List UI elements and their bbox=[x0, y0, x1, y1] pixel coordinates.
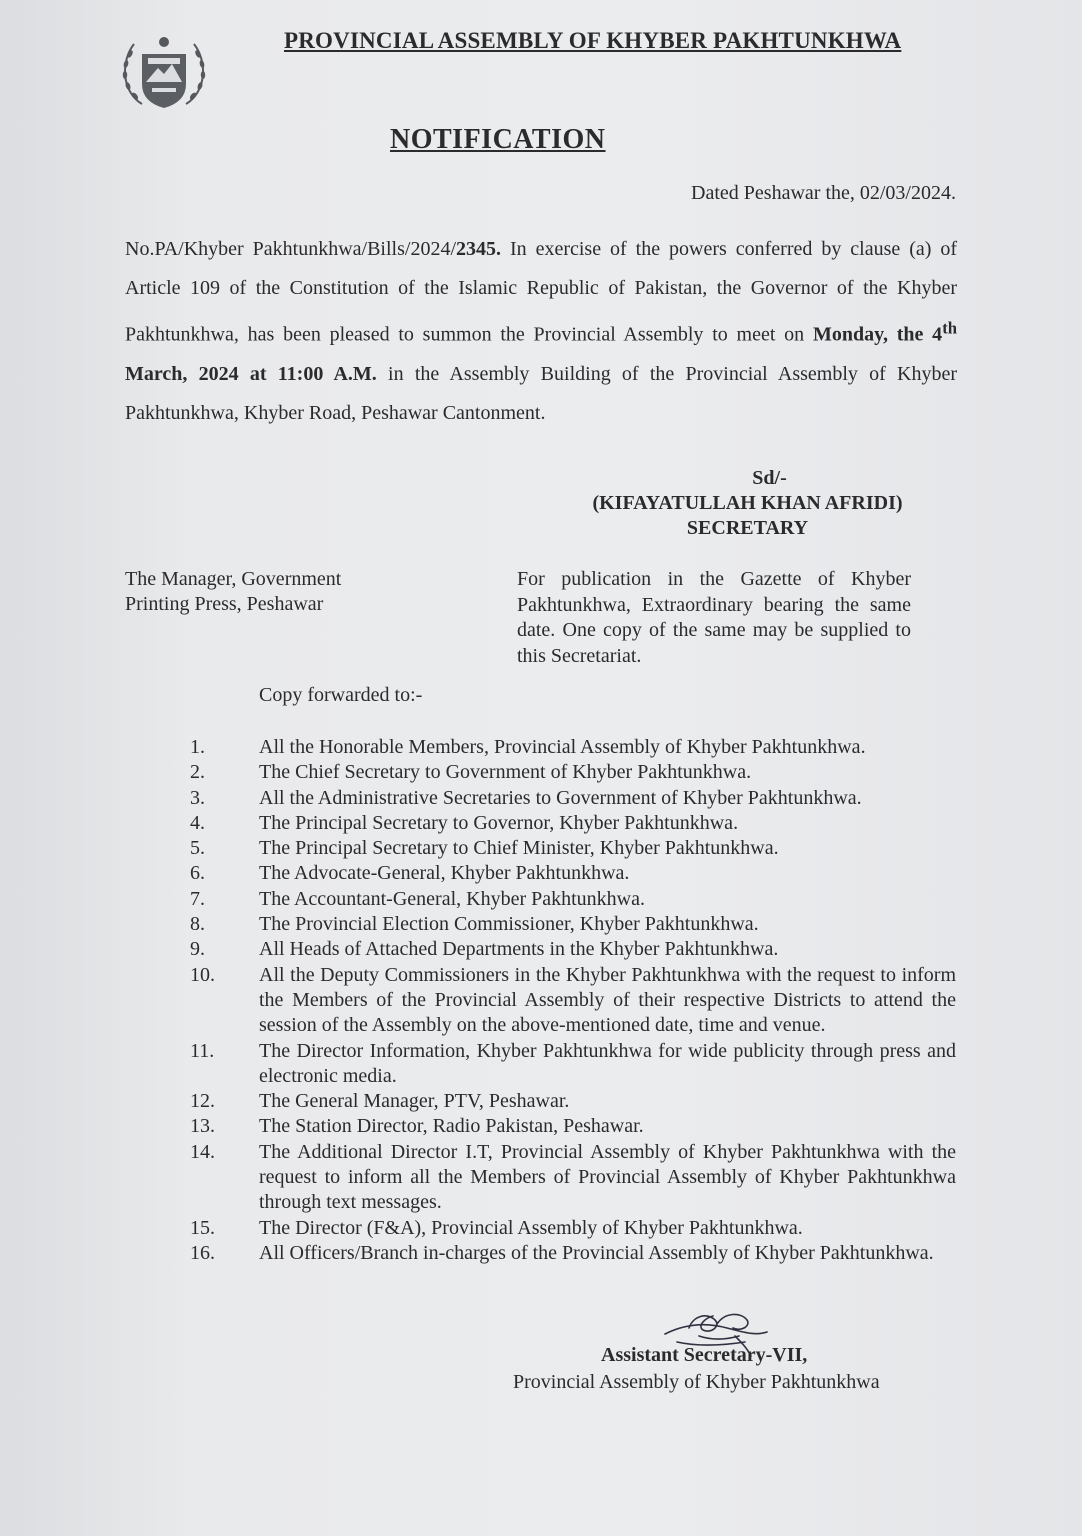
copy-list-item-text: All the Deputy Commissioners in the Khyber Pakhtunkhwa with the request to inform the Members of the Provincial Assembly of their respective Districts to attend the session of the Assembly on the above-mentioned date, time and venue. bbox=[259, 963, 956, 1037]
copy-list-item-text: All the Honorable Members, Provincial Assembly of Khyber Pakhtunkhwa. bbox=[259, 736, 866, 758]
copy-list-item-number: 11. bbox=[190, 1039, 215, 1062]
copy-list-item-text: The Advocate-General, Khyber Pakhtunkhwa. bbox=[259, 862, 630, 885]
copy-list-item-text: The Principal Secretary to Governor, Khyber Pakhtunkhwa. bbox=[259, 811, 739, 834]
copy-list-item-number: 6. bbox=[190, 862, 205, 885]
copy-forwarded-list bbox=[190, 735, 956, 1266]
copy-list-item-number: 3. bbox=[190, 786, 205, 809]
copy-list-item-text: All Heads of Attached Departments in the Khyber Pakhtunkhwa. bbox=[259, 938, 779, 961]
copy-list-item-text: The Accountant-General, Khyber Pakhtunkhwa. bbox=[259, 887, 645, 910]
copy-list-item bbox=[190, 735, 956, 760]
copy-list-item-number: 7. bbox=[190, 887, 205, 910]
reference-number-bold: 2345. bbox=[456, 238, 502, 260]
body-text-1: In exercise of the powers conferred by clause (a) of Article 109 of the Constitution of the Islamic Republic of Pakistan, the Governor of the Khyber Pakhtunkhwa, has been pleased to summon the Provincial Assembly to meet on bbox=[125, 238, 957, 346]
secretary-name: (KIFAYATULLAH KHAN AFRIDI) bbox=[592, 492, 903, 514]
copy-list-item-number: 2. bbox=[190, 761, 205, 784]
signed-mark: Sd/- bbox=[752, 467, 787, 489]
copy-list-item bbox=[190, 811, 956, 836]
copy-list-item bbox=[190, 1039, 956, 1090]
secretary-designation: SECRETARY bbox=[686, 517, 809, 539]
copy-list-item bbox=[190, 963, 956, 1039]
session-date-part-2: March, 2024 at 11:00 A.M. bbox=[125, 362, 377, 385]
copy-list-item bbox=[190, 937, 956, 962]
copy-list-item bbox=[190, 760, 956, 785]
copy-list-item-number: 4. bbox=[190, 811, 205, 834]
copy-list-item-text: The Chief Secretary to Government of Khyber Pakhtunkhwa. bbox=[259, 761, 752, 784]
copy-list-item-text: The Director (F&A), Provincial Assembly of Khyber Pakhtunkhwa. bbox=[259, 1216, 803, 1239]
copy-forwarded-label: Copy forwarded to:- bbox=[259, 684, 423, 706]
dated-line: Dated Peshawar the, 02/03/2024. bbox=[691, 182, 956, 204]
copy-list-item-number: 15. bbox=[190, 1216, 215, 1239]
addressee-line-2: Printing Press, Peshawar bbox=[125, 593, 324, 615]
copy-list-item-number: 5. bbox=[190, 837, 205, 860]
copy-list-item bbox=[190, 1114, 956, 1139]
copy-list-item bbox=[190, 887, 956, 912]
copy-list-item-number: 16. bbox=[190, 1241, 215, 1264]
copy-list-item bbox=[190, 1241, 956, 1266]
copy-list-item-number: 1. bbox=[190, 736, 205, 758]
secretary-signature-block bbox=[540, 466, 955, 541]
copy-list-item bbox=[190, 861, 956, 886]
assistant-secretary-block bbox=[513, 1342, 923, 1396]
copy-list-item-text: The Director Information, Khyber Pakhtunkhwa for wide publicity through press and electronic media. bbox=[259, 1039, 956, 1087]
assistant-secretary-office: Provincial Assembly of Khyber Pakhtunkhwa bbox=[513, 1371, 880, 1393]
copy-list-item bbox=[190, 1089, 956, 1114]
session-date-superscript: th bbox=[942, 318, 957, 337]
copy-list-item-text: The Provincial Election Commissioner, Khyber Pakhtunkhwa. bbox=[259, 913, 759, 936]
notification-title: NOTIFICATION bbox=[390, 124, 606, 155]
copy-list-item-number: 9. bbox=[190, 938, 205, 961]
copy-list-item-text: The General Manager, PTV, Peshawar. bbox=[259, 1090, 570, 1113]
copy-list-item bbox=[190, 836, 956, 861]
addressee-line-1: The Manager, Government bbox=[125, 568, 342, 590]
copy-list-item-text: All the Administrative Secretaries to Government of Khyber Pakhtunkhwa. bbox=[259, 786, 862, 809]
session-date-part-1: Monday, the 4 bbox=[812, 323, 943, 346]
copy-list-item bbox=[190, 1140, 956, 1216]
notification-body bbox=[125, 230, 957, 433]
copy-list-item-number: 13. bbox=[190, 1115, 215, 1138]
copy-list-item-number: 14. bbox=[190, 1140, 215, 1163]
copy-list-item bbox=[190, 1216, 956, 1241]
body-text-2: in the Assembly Building of the Provincial Assembly of Khyber Pakhtunkhwa, Khyber Road, Peshawar Cantonment. bbox=[125, 362, 958, 424]
copy-list-item-text: The Additional Director I.T, Provincial Assembly of Khyber Pakhtunkhwa with the request to inform all the Members of Provincial Assembly of Khyber Pakhtunkhwa through text messages. bbox=[259, 1140, 956, 1214]
copy-list-item-text: The Station Director, Radio Pakistan, Peshawar. bbox=[259, 1115, 644, 1138]
publication-instruction: For publication in the Gazette of Khyber Pakhtunkhwa, Extraordinary bearing the same date. One copy of the same may be supplied to this Secretariat. bbox=[517, 568, 911, 667]
addressee-block bbox=[125, 567, 341, 617]
assembly-emblem-icon bbox=[112, 32, 216, 112]
organization-title: PROVINCIAL ASSEMBLY OF KHYBER PAKHTUNKHWA bbox=[284, 28, 902, 53]
copy-list-item-number: 12. bbox=[190, 1090, 215, 1113]
copy-list-item-text: All Officers/Branch in-charges of the Provincial Assembly of Khyber Pakhtunkhwa. bbox=[259, 1241, 934, 1264]
reference-number: No.PA/Khyber Pakhtunkhwa/Bills/2024/ bbox=[125, 238, 457, 260]
copy-list-item bbox=[190, 912, 956, 937]
copy-list-item-text: The Principal Secretary to Chief Minister, Khyber Pakhtunkhwa. bbox=[259, 837, 779, 860]
copy-list-item-number: 8. bbox=[190, 913, 205, 936]
assistant-secretary-designation: Assistant Secretary-VII, bbox=[601, 1344, 808, 1366]
copy-list-item-number: 10. bbox=[190, 963, 215, 986]
copy-list-item bbox=[190, 786, 956, 811]
